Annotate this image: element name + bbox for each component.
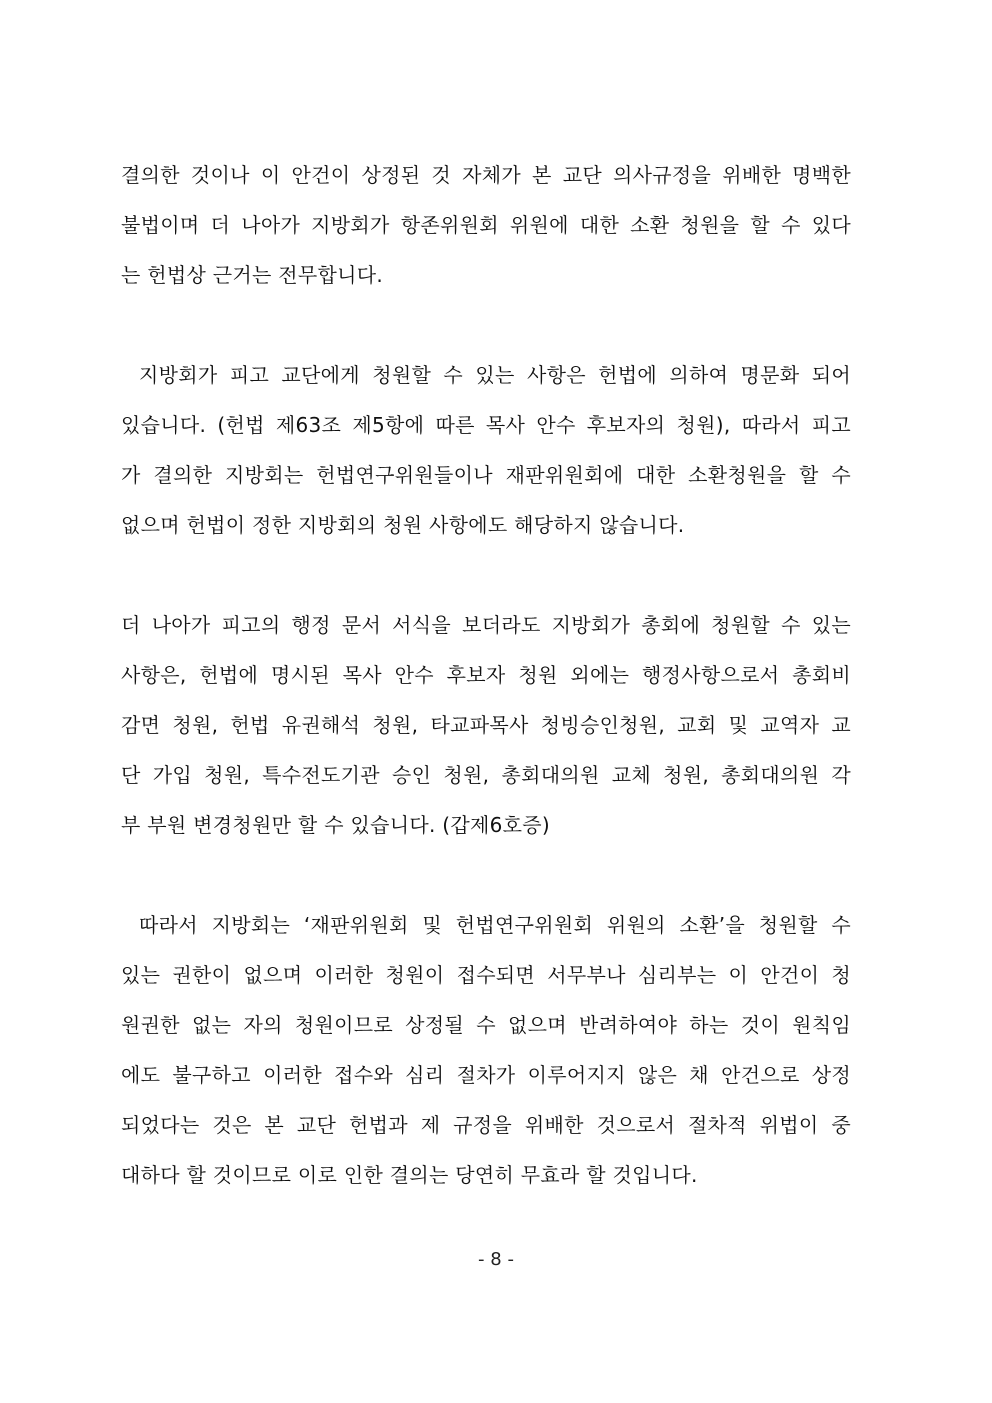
paragraph-line: 에도 불구하고 이러한 접수와 심리 절차가 이루어지지 않은 채 안건으로 상정 [121, 1063, 851, 1087]
paragraph-line: 대하다 할 것이므로 이로 인한 결의는 당연히 무효라 할 것입니다. [121, 1163, 698, 1187]
paragraph-line: 더 나아가 피고의 행정 문서 서식을 보더라도 지방회가 총회에 청원할 수 있는 [121, 613, 851, 637]
paragraph-line: 불법이며 더 나아가 지방회가 항존위원회 위원에 대한 소환 청원을 할 수 있다 [121, 213, 851, 237]
paragraph-line: 사항은, 헌법에 명시된 목사 안수 후보자 청원 외에는 행정사항으로서 총회비 [121, 663, 851, 687]
paragraph-line: 단 가입 청원, 특수전도기관 승인 청원, 총회대의원 교체 청원, 총회대의원 각 [121, 763, 851, 787]
paragraph-line: 되었다는 것은 본 교단 헌법과 제 규정을 위배한 것으로서 절차적 위법이 중 [121, 1113, 851, 1137]
paragraph-line: 부 부원 변경청원만 할 수 있습니다. (갑제6호증) [121, 813, 550, 837]
paragraph-line: 는 헌법상 근거는 전무합니다. [121, 263, 384, 287]
paragraph-line: 따라서 지방회는 ‘재판위원회 및 헌법연구위원회 위원의 소환’을 청원할 수 [139, 913, 851, 937]
paragraph-line: 결의한 것이나 이 안건이 상정된 것 자체가 본 교단 의사규정을 위배한 명백한 [121, 163, 851, 187]
page-number: - 8 - [478, 1249, 514, 1270]
paragraph-line: 가 결의한 지방회는 헌법연구위원들이나 재판위원회에 대한 소환청원을 할 수 [121, 463, 851, 487]
paragraph-line: 감면 청원, 헌법 유권해석 청원, 타교파목사 청빙승인청원, 교회 및 교역자 교 [121, 713, 851, 737]
paragraph-line: 지방회가 피고 교단에게 청원할 수 있는 사항은 헌법에 의하여 명문화 되어 [139, 363, 851, 387]
paragraph-line: 없으며 헌법이 정한 지방회의 청원 사항에도 해당하지 않습니다. [121, 513, 685, 537]
paragraph-line: 원권한 없는 자의 청원이므로 상정될 수 없으며 반려하여야 하는 것이 원칙임 [121, 1013, 851, 1037]
paragraph-line: 있습니다. (헌법 제63조 제5항에 따른 목사 안수 후보자의 청원), 따라서 피고 [121, 413, 851, 437]
paragraph-line: 있는 권한이 없으며 이러한 청원이 접수되면 서무부나 심리부는 이 안건이 청 [121, 963, 851, 987]
